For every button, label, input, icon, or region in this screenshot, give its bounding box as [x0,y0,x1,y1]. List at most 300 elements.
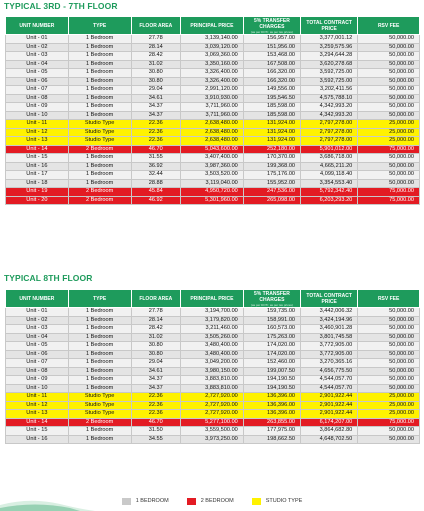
cell-principal-price: 5,301,960.00 [181,196,244,205]
cell-principal-price: 2,638,480.00 [181,128,244,137]
table-row [6,316,420,325]
cell-unit-number: Unit - 05 [6,342,69,351]
cell-total-contract-price: 3,772,905.00 [301,350,358,359]
cell-total-contract-price: 3,772,905.00 [301,342,358,351]
cell-total-contract-price: 3,377,001.12 [301,35,358,44]
cell-transfer-charges: 136,396.00 [243,410,300,419]
cell-type: 1 Bedroom [68,52,131,61]
cell-type: Studio Type [68,128,131,137]
cell-unit-number: Unit - 12 [6,401,69,410]
cell-unit-number: Unit - 07 [6,86,69,95]
table-row [6,384,420,393]
price-table-3rd-7th [5,16,420,205]
cell-floor-area: 46.70 [131,418,181,427]
cell-type: 1 Bedroom [68,35,131,44]
cell-transfer-charges: 175,176.00 [243,171,300,180]
legend [0,495,424,507]
cell-principal-price: 3,711,960.00 [181,111,244,120]
table-row [6,77,420,86]
legend-label-1-bedroom: 1 BEDROOM [135,498,169,504]
header-transfer-charges-note: (as per DOTr, as per tax prices) [250,302,293,307]
table-row [6,342,420,351]
header-transfer-charges-note: (as per DOTr, as per tax prices) [250,29,293,34]
cell-type: 1 Bedroom [68,111,131,120]
header-total-contract-price: TOTAL CONTRACT PRICE [301,17,358,35]
cell-transfer-charges: 185,598.00 [243,103,300,112]
cell-type: 1 Bedroom [68,179,131,188]
cell-principal-price: 3,980,150.00 [181,367,244,376]
cell-total-contract-price: 4,665,211.20 [301,162,358,171]
cell-floor-area: 22.36 [131,410,181,419]
cell-total-contract-price: 6,174,207.00 [301,418,358,427]
cell-floor-area: 34.37 [131,103,181,112]
cell-total-contract-price: 4,544,057.70 [301,384,358,393]
table-row [6,179,420,188]
legend-swatch-2-bedroom [187,498,196,505]
cell-unit-number: Unit - 19 [6,188,69,197]
cell-floor-area: 28.88 [131,179,181,188]
table-row [6,350,420,359]
cell-rsv-fee: 50,000.00 [358,52,420,61]
cell-transfer-charges: 174,020.00 [243,342,300,351]
cell-transfer-charges: 158,991.00 [243,316,300,325]
cell-total-contract-price: 3,686,718.00 [301,154,358,163]
cell-rsv-fee: 50,000.00 [358,316,420,325]
cell-unit-number: Unit - 03 [6,52,69,61]
cell-rsv-fee: 25,000.00 [358,120,420,129]
cell-floor-area: 30.80 [131,69,181,78]
cell-floor-area: 46.92 [131,196,181,205]
cell-transfer-charges: 166,320.00 [243,77,300,86]
cell-floor-area: 22.36 [131,401,181,410]
header-unit-number: UNIT NUMBER [6,290,69,308]
legend-swatch-studio-type [252,498,261,505]
legend-item-studio-type [252,498,303,505]
cell-rsv-fee: 50,000.00 [358,427,420,436]
cell-unit-number: Unit - 09 [6,376,69,385]
cell-principal-price: 3,069,360.00 [181,52,244,61]
cell-total-contract-price: 2,797,278.00 [301,137,358,146]
cell-type: 1 Bedroom [68,342,131,351]
cell-principal-price: 3,049,200.00 [181,359,244,368]
table-row [6,162,420,171]
table-row [6,359,420,368]
cell-principal-price: 3,194,700.00 [181,308,244,317]
cell-principal-price: 3,505,260.00 [181,333,244,342]
cell-transfer-charges: 185,598.00 [243,111,300,120]
cell-type: Studio Type [68,410,131,419]
cell-principal-price: 3,179,820.00 [181,316,244,325]
cell-principal-price: 3,987,360.00 [181,162,244,171]
cell-unit-number: Unit - 01 [6,308,69,317]
header-unit-number: UNIT NUMBER [6,17,69,35]
cell-type: 1 Bedroom [68,43,131,52]
cell-floor-area: 30.80 [131,350,181,359]
header-transfer-charges [243,17,300,35]
cell-total-contract-price: 3,294,644.28 [301,52,358,61]
section-title-8th: TYPICAL 8TH FLOOR [4,273,93,283]
cell-floor-area: 28.42 [131,52,181,61]
price-table-8th [5,289,420,444]
cell-transfer-charges: 131,924.00 [243,137,300,146]
cell-principal-price: 2,638,480.00 [181,137,244,146]
table-row [6,435,420,444]
cell-total-contract-price: 4,099,118.40 [301,171,358,180]
table-row [6,111,420,120]
header-type: TYPE [68,17,131,35]
cell-rsv-fee: 50,000.00 [358,376,420,385]
cell-rsv-fee: 50,000.00 [358,333,420,342]
cell-total-contract-price: 3,592,725.00 [301,69,358,78]
cell-floor-area: 22.36 [131,137,181,146]
cell-rsv-fee: 50,000.00 [358,342,420,351]
cell-floor-area: 22.36 [131,393,181,402]
cell-transfer-charges: 247,536.00 [243,188,300,197]
cell-transfer-charges: 175,263.00 [243,333,300,342]
table-row [6,427,420,436]
cell-principal-price: 5,043,600.00 [181,145,244,154]
cell-principal-price: 2,727,920.00 [181,410,244,419]
cell-type: 1 Bedroom [68,60,131,69]
cell-rsv-fee: 75,000.00 [358,145,420,154]
cell-transfer-charges: 174,020.00 [243,350,300,359]
cell-rsv-fee: 50,000.00 [358,325,420,334]
cell-total-contract-price: 3,460,901.28 [301,325,358,334]
cell-floor-area: 27.78 [131,308,181,317]
cell-type: 1 Bedroom [68,162,131,171]
header-rsv-fee: RSV FEE [358,17,420,35]
cell-rsv-fee: 50,000.00 [358,43,420,52]
cell-total-contract-price: 3,202,411.56 [301,86,358,95]
cell-transfer-charges: 199,368.00 [243,162,300,171]
cell-floor-area: 22.36 [131,120,181,129]
cell-unit-number: Unit - 08 [6,367,69,376]
cell-rsv-fee: 75,000.00 [358,418,420,427]
cell-total-contract-price: 3,270,365.16 [301,359,358,368]
cell-floor-area: 30.80 [131,342,181,351]
cell-type: 1 Bedroom [68,435,131,444]
cell-rsv-fee: 25,000.00 [358,137,420,146]
section-title-3rd-7th: TYPICAL 3RD - 7TH FLOOR [4,1,118,11]
cell-type: 1 Bedroom [68,171,131,180]
cell-transfer-charges: 136,396.00 [243,401,300,410]
cell-principal-price: 3,039,120.00 [181,43,244,52]
cell-total-contract-price: 4,544,057.70 [301,376,358,385]
header-transfer-charges-label: 5% TRANSFER CHARGES [254,290,290,303]
cell-type: 1 Bedroom [68,69,131,78]
table-row [6,60,420,69]
cell-floor-area: 27.78 [131,35,181,44]
cell-principal-price: 3,480,400.00 [181,342,244,351]
table-row [6,401,420,410]
table-row [6,171,420,180]
cell-type: 1 Bedroom [68,103,131,112]
legend-label-2-bedroom: 2 BEDROOM [200,498,234,504]
cell-transfer-charges: 177,975.00 [243,427,300,436]
cell-floor-area: 34.37 [131,111,181,120]
cell-floor-area: 22.36 [131,128,181,137]
cell-rsv-fee: 50,000.00 [358,308,420,317]
cell-transfer-charges: 160,573.00 [243,325,300,334]
cell-transfer-charges: 199,007.50 [243,367,300,376]
cell-floor-area: 28.42 [131,325,181,334]
cell-transfer-charges: 166,320.00 [243,69,300,78]
cell-unit-number: Unit - 14 [6,418,69,427]
cell-type: 1 Bedroom [68,384,131,393]
cell-principal-price: 3,326,400.00 [181,69,244,78]
table-row [6,120,420,129]
cell-transfer-charges: 198,662.50 [243,435,300,444]
cell-transfer-charges: 136,396.00 [243,393,300,402]
cell-total-contract-price: 4,575,788.10 [301,94,358,103]
cell-unit-number: Unit - 01 [6,35,69,44]
header-floor-area: FLOOR AREA [131,290,181,308]
cell-principal-price: 3,559,500.00 [181,427,244,436]
cell-unit-number: Unit - 08 [6,94,69,103]
header-principal-price: PRINCIPAL PRICE [181,17,244,35]
cell-total-contract-price: 4,656,775.50 [301,367,358,376]
cell-transfer-charges: 167,508.00 [243,60,300,69]
cell-total-contract-price: 3,442,006.32 [301,308,358,317]
table-row [6,69,420,78]
cell-principal-price: 2,727,920.00 [181,393,244,402]
cell-type: Studio Type [68,401,131,410]
cell-unit-number: Unit - 11 [6,120,69,129]
cell-transfer-charges: 156,957.00 [243,35,300,44]
cell-transfer-charges: 152,460.00 [243,359,300,368]
cell-unit-number: Unit - 09 [6,103,69,112]
cell-principal-price: 2,638,480.00 [181,120,244,129]
cell-principal-price: 5,277,100.00 [181,418,244,427]
cell-rsv-fee: 75,000.00 [358,188,420,197]
cell-principal-price: 3,910,930.00 [181,94,244,103]
cell-type: Studio Type [68,137,131,146]
cell-total-contract-price: 4,342,993.20 [301,111,358,120]
cell-rsv-fee: 50,000.00 [358,367,420,376]
cell-principal-price: 3,883,810.00 [181,384,244,393]
legend-item-1-bedroom [122,498,169,505]
cell-floor-area: 29.04 [131,359,181,368]
cell-type: 1 Bedroom [68,77,131,86]
cell-unit-number: Unit - 17 [6,171,69,180]
cell-total-contract-price: 2,797,278.00 [301,128,358,137]
cell-total-contract-price: 2,901,922.44 [301,401,358,410]
table-row [6,103,420,112]
cell-rsv-fee: 50,000.00 [358,69,420,78]
cell-transfer-charges: 155,952.00 [243,179,300,188]
cell-transfer-charges: 263,855.00 [243,418,300,427]
table-row [6,393,420,402]
cell-rsv-fee: 50,000.00 [358,60,420,69]
cell-rsv-fee: 50,000.00 [358,86,420,95]
cell-transfer-charges: 159,735.00 [243,308,300,317]
cell-total-contract-price: 6,203,293.20 [301,196,358,205]
table-row [6,410,420,419]
cell-floor-area: 30.80 [131,77,181,86]
cell-principal-price: 3,350,160.00 [181,60,244,69]
cell-total-contract-price: 5,901,012.00 [301,145,358,154]
cell-principal-price: 3,711,960.00 [181,103,244,112]
cell-floor-area: 34.37 [131,376,181,385]
cell-rsv-fee: 50,000.00 [358,162,420,171]
cell-total-contract-price: 3,424,194.96 [301,316,358,325]
legend-item-2-bedroom [187,498,234,505]
cell-unit-number: Unit - 18 [6,179,69,188]
cell-unit-number: Unit - 05 [6,69,69,78]
cell-transfer-charges: 265,098.00 [243,196,300,205]
table-row [6,137,420,146]
cell-unit-number: Unit - 02 [6,43,69,52]
table-row [6,145,420,154]
cell-transfer-charges: 131,924.00 [243,120,300,129]
cell-unit-number: Unit - 04 [6,60,69,69]
cell-total-contract-price: 2,901,922.44 [301,410,358,419]
table-row [6,128,420,137]
cell-rsv-fee: 50,000.00 [358,350,420,359]
cell-rsv-fee: 50,000.00 [358,359,420,368]
cell-unit-number: Unit - 13 [6,410,69,419]
cell-floor-area: 29.04 [131,86,181,95]
cell-floor-area: 34.61 [131,94,181,103]
table-row [6,325,420,334]
table-row [6,418,420,427]
table-row [6,43,420,52]
cell-floor-area: 45.84 [131,188,181,197]
cell-rsv-fee: 50,000.00 [358,179,420,188]
cell-rsv-fee: 50,000.00 [358,435,420,444]
cell-type: Studio Type [68,120,131,129]
cell-unit-number: Unit - 13 [6,137,69,146]
cell-principal-price: 3,211,460.00 [181,325,244,334]
cell-floor-area: 31.02 [131,60,181,69]
cell-principal-price: 3,139,140.00 [181,35,244,44]
cell-unit-number: Unit - 20 [6,196,69,205]
cell-floor-area: 34.61 [131,367,181,376]
cell-principal-price: 3,119,040.00 [181,179,244,188]
cell-transfer-charges: 149,556.00 [243,86,300,95]
cell-rsv-fee: 50,000.00 [358,111,420,120]
table-row [6,52,420,61]
cell-floor-area: 32.44 [131,171,181,180]
cell-floor-area: 46.70 [131,145,181,154]
table-row [6,367,420,376]
cell-total-contract-price: 3,620,278.68 [301,60,358,69]
table-row [6,154,420,163]
cell-rsv-fee: 25,000.00 [358,401,420,410]
cell-floor-area: 28.14 [131,316,181,325]
cell-type: 1 Bedroom [68,359,131,368]
cell-transfer-charges: 194,190.50 [243,376,300,385]
cell-total-contract-price: 4,342,993.20 [301,103,358,112]
cell-unit-number: Unit - 04 [6,333,69,342]
cell-type: Studio Type [68,393,131,402]
cell-type: 1 Bedroom [68,350,131,359]
cell-unit-number: Unit - 11 [6,393,69,402]
cell-unit-number: Unit - 10 [6,111,69,120]
cell-total-contract-price: 4,648,702.50 [301,435,358,444]
cell-type: 2 Bedroom [68,145,131,154]
cell-rsv-fee: 50,000.00 [358,77,420,86]
cell-unit-number: Unit - 10 [6,384,69,393]
cell-type: 1 Bedroom [68,308,131,317]
cell-unit-number: Unit - 12 [6,128,69,137]
cell-floor-area: 31.50 [131,427,181,436]
cell-total-contract-price: 3,864,682.80 [301,427,358,436]
cell-unit-number: Unit - 02 [6,316,69,325]
cell-type: 2 Bedroom [68,418,131,427]
cell-principal-price: 2,991,120.00 [181,86,244,95]
cell-type: 2 Bedroom [68,196,131,205]
cell-total-contract-price: 3,801,745.58 [301,333,358,342]
header-transfer-charges-label: 5% TRANSFER CHARGES [254,17,290,30]
cell-principal-price: 3,326,400.00 [181,77,244,86]
cell-unit-number: Unit - 15 [6,427,69,436]
cell-rsv-fee: 25,000.00 [358,393,420,402]
legend-label-studio-type: STUDIO TYPE [265,498,303,504]
header-floor-area: FLOOR AREA [131,17,181,35]
cell-rsv-fee: 50,000.00 [358,384,420,393]
cell-transfer-charges: 153,468.00 [243,52,300,61]
cell-floor-area: 36.92 [131,162,181,171]
cell-principal-price: 2,727,920.00 [181,401,244,410]
cell-unit-number: Unit - 16 [6,435,69,444]
cell-floor-area: 31.02 [131,333,181,342]
cell-type: 1 Bedroom [68,94,131,103]
cell-rsv-fee: 50,000.00 [358,35,420,44]
cell-transfer-charges: 131,924.00 [243,128,300,137]
cell-floor-area: 28.14 [131,43,181,52]
cell-total-contract-price: 2,797,278.00 [301,120,358,129]
cell-transfer-charges: 252,180.00 [243,145,300,154]
header-type: TYPE [68,290,131,308]
cell-total-contract-price: 3,592,725.00 [301,77,358,86]
cell-principal-price: 3,883,810.00 [181,376,244,385]
header-total-contract-price: TOTAL CONTRACT PRICE [301,290,358,308]
table-row [6,308,420,317]
cell-rsv-fee: 50,000.00 [358,94,420,103]
cell-unit-number: Unit - 14 [6,145,69,154]
cell-floor-area: 34.55 [131,435,181,444]
cell-type: 1 Bedroom [68,325,131,334]
cell-type: 2 Bedroom [68,188,131,197]
cell-unit-number: Unit - 06 [6,77,69,86]
table-row [6,376,420,385]
cell-principal-price: 3,407,400.00 [181,154,244,163]
cell-unit-number: Unit - 16 [6,162,69,171]
table-row [6,94,420,103]
cell-floor-area: 31.55 [131,154,181,163]
cell-principal-price: 4,950,720.00 [181,188,244,197]
cell-total-contract-price: 3,354,553.40 [301,179,358,188]
table-row [6,333,420,342]
cell-total-contract-price: 3,259,575.96 [301,43,358,52]
cell-type: 1 Bedroom [68,376,131,385]
cell-type: 1 Bedroom [68,154,131,163]
cell-type: 1 Bedroom [68,86,131,95]
cell-transfer-charges: 151,956.00 [243,43,300,52]
cell-type: 1 Bedroom [68,316,131,325]
cell-unit-number: Unit - 03 [6,325,69,334]
table-row [6,86,420,95]
cell-principal-price: 3,503,520.00 [181,171,244,180]
cell-transfer-charges: 194,190.50 [243,384,300,393]
cell-total-contract-price: 5,792,342.40 [301,188,358,197]
cell-type: 1 Bedroom [68,427,131,436]
table-row [6,35,420,44]
header-transfer-charges [243,290,300,308]
cell-rsv-fee: 50,000.00 [358,154,420,163]
cell-transfer-charges: 195,546.50 [243,94,300,103]
